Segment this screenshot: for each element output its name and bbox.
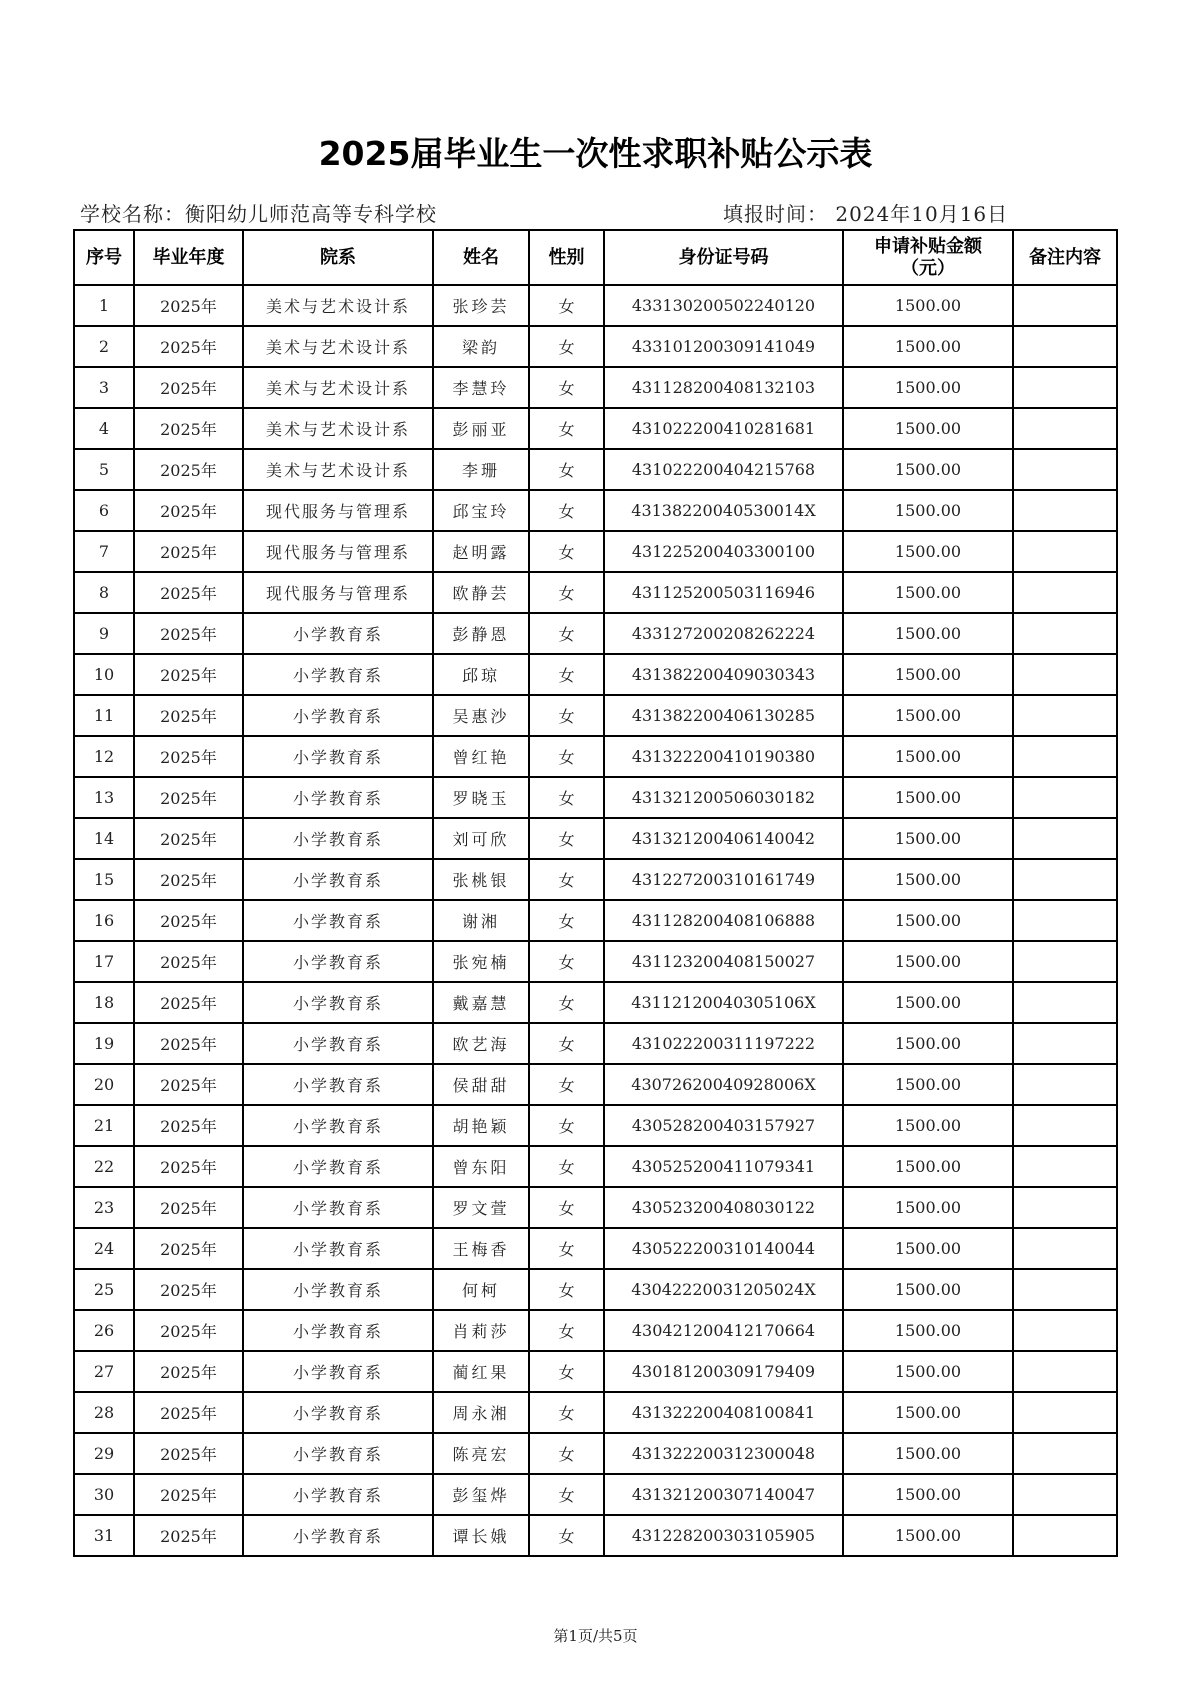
document-title: 2025届毕业生一次性求职补贴公示表 bbox=[318, 134, 873, 173]
cell-seq: 28 bbox=[74, 1392, 134, 1433]
table-row bbox=[74, 1064, 1117, 1105]
table-row bbox=[74, 818, 1117, 859]
cell-gender: 女 bbox=[529, 490, 604, 531]
cell-remark bbox=[1013, 367, 1117, 408]
cell-gender: 女 bbox=[529, 982, 604, 1023]
cell-name: 彭丽亚 bbox=[433, 408, 529, 449]
fill-time-label: 填报时间： 2024年10月16日 bbox=[723, 202, 1009, 226]
cell-id-number: 430523200408030122 bbox=[604, 1187, 843, 1228]
cell-id-number: 433127200208262224 bbox=[604, 613, 843, 654]
cell-id-number: 433101200309141049 bbox=[604, 326, 843, 367]
cell-remark bbox=[1013, 1269, 1117, 1310]
table-row bbox=[74, 1433, 1117, 1474]
cell-gender: 女 bbox=[529, 1105, 604, 1146]
cell-remark bbox=[1013, 1392, 1117, 1433]
cell-remark bbox=[1013, 859, 1117, 900]
cell-gender: 女 bbox=[529, 613, 604, 654]
cell-amount: 1500.00 bbox=[843, 490, 1013, 531]
cell-name: 周永湘 bbox=[433, 1392, 529, 1433]
cell-seq: 16 bbox=[74, 900, 134, 941]
cell-year: 2025年 bbox=[134, 326, 243, 367]
cell-remark bbox=[1013, 1433, 1117, 1474]
cell-remark bbox=[1013, 777, 1117, 818]
cell-amount: 1500.00 bbox=[843, 367, 1013, 408]
cell-year: 2025年 bbox=[134, 654, 243, 695]
table-row bbox=[74, 285, 1117, 326]
cell-gender: 女 bbox=[529, 1187, 604, 1228]
cell-year: 2025年 bbox=[134, 613, 243, 654]
cell-amount: 1500.00 bbox=[843, 1392, 1013, 1433]
cell-amount: 1500.00 bbox=[843, 941, 1013, 982]
cell-dept: 小学教育系 bbox=[243, 1105, 433, 1146]
cell-id-number: 430522200310140044 bbox=[604, 1228, 843, 1269]
cell-remark bbox=[1013, 654, 1117, 695]
cell-seq: 19 bbox=[74, 1023, 134, 1064]
table-row bbox=[74, 900, 1117, 941]
cell-year: 2025年 bbox=[134, 1433, 243, 1474]
table-row bbox=[74, 1392, 1117, 1433]
header-seq: 序号 bbox=[74, 230, 134, 285]
cell-id-number: 43072620040928006X bbox=[604, 1064, 843, 1105]
header-gender: 性别 bbox=[529, 230, 604, 285]
cell-seq: 10 bbox=[74, 654, 134, 695]
cell-gender: 女 bbox=[529, 777, 604, 818]
cell-remark bbox=[1013, 1351, 1117, 1392]
cell-dept: 小学教育系 bbox=[243, 1351, 433, 1392]
cell-year: 2025年 bbox=[134, 367, 243, 408]
table-row bbox=[74, 408, 1117, 449]
cell-dept: 现代服务与管理系 bbox=[243, 490, 433, 531]
cell-id-number: 43138220040530014X bbox=[604, 490, 843, 531]
cell-id-number: 431227200310161749 bbox=[604, 859, 843, 900]
cell-amount: 1500.00 bbox=[843, 1351, 1013, 1392]
header-year: 毕业年度 bbox=[134, 230, 243, 285]
cell-dept: 小学教育系 bbox=[243, 900, 433, 941]
cell-remark bbox=[1013, 285, 1117, 326]
cell-name: 戴嘉慧 bbox=[433, 982, 529, 1023]
cell-name: 曾东阳 bbox=[433, 1146, 529, 1187]
cell-amount: 1500.00 bbox=[843, 695, 1013, 736]
cell-remark bbox=[1013, 1515, 1117, 1556]
cell-name: 邱宝玲 bbox=[433, 490, 529, 531]
cell-dept: 美术与艺术设计系 bbox=[243, 367, 433, 408]
cell-name: 谢湘 bbox=[433, 900, 529, 941]
table-row bbox=[74, 1310, 1117, 1351]
cell-gender: 女 bbox=[529, 572, 604, 613]
cell-year: 2025年 bbox=[134, 695, 243, 736]
cell-amount: 1500.00 bbox=[843, 1310, 1013, 1351]
cell-seq: 21 bbox=[74, 1105, 134, 1146]
cell-dept: 小学教育系 bbox=[243, 941, 433, 982]
cell-amount: 1500.00 bbox=[843, 1064, 1013, 1105]
cell-seq: 3 bbox=[74, 367, 134, 408]
cell-gender: 女 bbox=[529, 941, 604, 982]
cell-year: 2025年 bbox=[134, 1105, 243, 1146]
cell-amount: 1500.00 bbox=[843, 408, 1013, 449]
cell-seq: 15 bbox=[74, 859, 134, 900]
cell-seq: 13 bbox=[74, 777, 134, 818]
cell-name: 曾红艳 bbox=[433, 736, 529, 777]
cell-gender: 女 bbox=[529, 1310, 604, 1351]
cell-dept: 美术与艺术设计系 bbox=[243, 408, 433, 449]
cell-remark bbox=[1013, 408, 1117, 449]
cell-year: 2025年 bbox=[134, 1146, 243, 1187]
cell-remark bbox=[1013, 572, 1117, 613]
cell-amount: 1500.00 bbox=[843, 1433, 1013, 1474]
cell-id-number: 431322200408100841 bbox=[604, 1392, 843, 1433]
cell-remark bbox=[1013, 1023, 1117, 1064]
cell-id-number: 43042220031205024X bbox=[604, 1269, 843, 1310]
header-id-number: 身份证号码 bbox=[604, 230, 843, 285]
page-indicator: 第1页/共5页 bbox=[553, 1627, 638, 1645]
cell-id-number: 430528200403157927 bbox=[604, 1105, 843, 1146]
cell-id-number: 431022200404215768 bbox=[604, 449, 843, 490]
cell-seq: 26 bbox=[74, 1310, 134, 1351]
cell-seq: 23 bbox=[74, 1187, 134, 1228]
table-row bbox=[74, 1515, 1117, 1556]
cell-id-number: 431382200409030343 bbox=[604, 654, 843, 695]
cell-seq: 18 bbox=[74, 982, 134, 1023]
cell-year: 2025年 bbox=[134, 982, 243, 1023]
cell-name: 吴惠沙 bbox=[433, 695, 529, 736]
cell-gender: 女 bbox=[529, 818, 604, 859]
cell-id-number: 43112120040305106X bbox=[604, 982, 843, 1023]
cell-seq: 12 bbox=[74, 736, 134, 777]
cell-remark bbox=[1013, 1474, 1117, 1515]
table-row bbox=[74, 531, 1117, 572]
cell-remark bbox=[1013, 900, 1117, 941]
cell-year: 2025年 bbox=[134, 859, 243, 900]
cell-amount: 1500.00 bbox=[843, 449, 1013, 490]
cell-gender: 女 bbox=[529, 695, 604, 736]
cell-name: 胡艳颖 bbox=[433, 1105, 529, 1146]
cell-dept: 小学教育系 bbox=[243, 1187, 433, 1228]
cell-seq: 9 bbox=[74, 613, 134, 654]
table-row bbox=[74, 1023, 1117, 1064]
cell-dept: 美术与艺术设计系 bbox=[243, 285, 433, 326]
cell-dept: 现代服务与管理系 bbox=[243, 531, 433, 572]
cell-name: 谭长娥 bbox=[433, 1515, 529, 1556]
cell-amount: 1500.00 bbox=[843, 982, 1013, 1023]
cell-amount: 1500.00 bbox=[843, 1474, 1013, 1515]
cell-amount: 1500.00 bbox=[843, 900, 1013, 941]
cell-year: 2025年 bbox=[134, 408, 243, 449]
cell-gender: 女 bbox=[529, 326, 604, 367]
cell-amount: 1500.00 bbox=[843, 736, 1013, 777]
cell-name: 李珊 bbox=[433, 449, 529, 490]
cell-year: 2025年 bbox=[134, 531, 243, 572]
cell-seq: 20 bbox=[74, 1064, 134, 1105]
cell-gender: 女 bbox=[529, 1228, 604, 1269]
cell-name: 李慧玲 bbox=[433, 367, 529, 408]
cell-id-number: 430181200309179409 bbox=[604, 1351, 843, 1392]
table-row bbox=[74, 449, 1117, 490]
cell-name: 何柯 bbox=[433, 1269, 529, 1310]
header-remark: 备注内容 bbox=[1013, 230, 1117, 285]
cell-seq: 17 bbox=[74, 941, 134, 982]
cell-gender: 女 bbox=[529, 408, 604, 449]
cell-name: 陈亮宏 bbox=[433, 1433, 529, 1474]
table-row bbox=[74, 982, 1117, 1023]
cell-remark bbox=[1013, 941, 1117, 982]
table-row bbox=[74, 1269, 1117, 1310]
cell-name: 邱琼 bbox=[433, 654, 529, 695]
cell-dept: 小学教育系 bbox=[243, 1228, 433, 1269]
table-row bbox=[74, 613, 1117, 654]
cell-name: 肖莉莎 bbox=[433, 1310, 529, 1351]
cell-seq: 11 bbox=[74, 695, 134, 736]
cell-name: 彭玺烨 bbox=[433, 1474, 529, 1515]
cell-name: 彭静恩 bbox=[433, 613, 529, 654]
cell-id-number: 431321200506030182 bbox=[604, 777, 843, 818]
cell-amount: 1500.00 bbox=[843, 654, 1013, 695]
table-row bbox=[74, 1228, 1117, 1269]
cell-amount: 1500.00 bbox=[843, 613, 1013, 654]
cell-id-number: 431321200307140047 bbox=[604, 1474, 843, 1515]
cell-name: 王梅香 bbox=[433, 1228, 529, 1269]
cell-gender: 女 bbox=[529, 1269, 604, 1310]
cell-amount: 1500.00 bbox=[843, 1146, 1013, 1187]
cell-gender: 女 bbox=[529, 1515, 604, 1556]
cell-seq: 22 bbox=[74, 1146, 134, 1187]
cell-name: 张珍芸 bbox=[433, 285, 529, 326]
cell-dept: 小学教育系 bbox=[243, 1269, 433, 1310]
table-row bbox=[74, 367, 1117, 408]
header-amount-line1: 申请补贴金额 bbox=[874, 235, 982, 257]
table-row bbox=[74, 859, 1117, 900]
cell-remark bbox=[1013, 613, 1117, 654]
cell-gender: 女 bbox=[529, 285, 604, 326]
cell-gender: 女 bbox=[529, 449, 604, 490]
cell-name: 罗文萱 bbox=[433, 1187, 529, 1228]
cell-dept: 小学教育系 bbox=[243, 613, 433, 654]
cell-amount: 1500.00 bbox=[843, 1228, 1013, 1269]
cell-remark bbox=[1013, 1146, 1117, 1187]
cell-seq: 4 bbox=[74, 408, 134, 449]
cell-dept: 小学教育系 bbox=[243, 1515, 433, 1556]
cell-remark bbox=[1013, 1064, 1117, 1105]
cell-seq: 5 bbox=[74, 449, 134, 490]
cell-remark bbox=[1013, 1310, 1117, 1351]
cell-id-number: 431022200311197222 bbox=[604, 1023, 843, 1064]
cell-year: 2025年 bbox=[134, 1064, 243, 1105]
cell-seq: 27 bbox=[74, 1351, 134, 1392]
cell-remark bbox=[1013, 531, 1117, 572]
cell-id-number: 431125200503116946 bbox=[604, 572, 843, 613]
cell-amount: 1500.00 bbox=[843, 1105, 1013, 1146]
cell-dept: 小学教育系 bbox=[243, 1023, 433, 1064]
cell-name: 刘可欣 bbox=[433, 818, 529, 859]
cell-gender: 女 bbox=[529, 1146, 604, 1187]
cell-amount: 1500.00 bbox=[843, 326, 1013, 367]
cell-remark bbox=[1013, 982, 1117, 1023]
cell-amount: 1500.00 bbox=[843, 572, 1013, 613]
cell-gender: 女 bbox=[529, 1474, 604, 1515]
cell-name: 蔺红果 bbox=[433, 1351, 529, 1392]
cell-seq: 24 bbox=[74, 1228, 134, 1269]
cell-amount: 1500.00 bbox=[843, 531, 1013, 572]
table-header-row bbox=[74, 230, 1117, 285]
cell-name: 侯甜甜 bbox=[433, 1064, 529, 1105]
cell-seq: 31 bbox=[74, 1515, 134, 1556]
header-amount bbox=[843, 230, 1013, 285]
cell-dept: 小学教育系 bbox=[243, 1310, 433, 1351]
cell-seq: 2 bbox=[74, 326, 134, 367]
cell-year: 2025年 bbox=[134, 1392, 243, 1433]
table-row bbox=[74, 1474, 1117, 1515]
cell-amount: 1500.00 bbox=[843, 285, 1013, 326]
cell-dept: 小学教育系 bbox=[243, 695, 433, 736]
cell-name: 欧静芸 bbox=[433, 572, 529, 613]
cell-year: 2025年 bbox=[134, 1310, 243, 1351]
cell-id-number: 431123200408150027 bbox=[604, 941, 843, 982]
cell-name: 赵明露 bbox=[433, 531, 529, 572]
cell-name: 张宛楠 bbox=[433, 941, 529, 982]
cell-gender: 女 bbox=[529, 1023, 604, 1064]
cell-year: 2025年 bbox=[134, 736, 243, 777]
cell-name: 罗晓玉 bbox=[433, 777, 529, 818]
cell-year: 2025年 bbox=[134, 490, 243, 531]
cell-amount: 1500.00 bbox=[843, 777, 1013, 818]
cell-gender: 女 bbox=[529, 367, 604, 408]
cell-year: 2025年 bbox=[134, 572, 243, 613]
cell-id-number: 431022200410281681 bbox=[604, 408, 843, 449]
cell-id-number: 431128200408106888 bbox=[604, 900, 843, 941]
cell-dept: 小学教育系 bbox=[243, 1433, 433, 1474]
cell-seq: 1 bbox=[74, 285, 134, 326]
cell-dept: 小学教育系 bbox=[243, 1146, 433, 1187]
cell-id-number: 431322200410190380 bbox=[604, 736, 843, 777]
table-row bbox=[74, 1351, 1117, 1392]
cell-name: 梁韵 bbox=[433, 326, 529, 367]
cell-seq: 7 bbox=[74, 531, 134, 572]
cell-gender: 女 bbox=[529, 1392, 604, 1433]
cell-year: 2025年 bbox=[134, 900, 243, 941]
table-row bbox=[74, 654, 1117, 695]
header-name: 姓名 bbox=[433, 230, 529, 285]
table-row bbox=[74, 490, 1117, 531]
cell-dept: 美术与艺术设计系 bbox=[243, 449, 433, 490]
cell-gender: 女 bbox=[529, 531, 604, 572]
cell-remark bbox=[1013, 326, 1117, 367]
cell-id-number: 431225200403300100 bbox=[604, 531, 843, 572]
table-row bbox=[74, 326, 1117, 367]
cell-id-number: 430421200412170664 bbox=[604, 1310, 843, 1351]
cell-year: 2025年 bbox=[134, 1228, 243, 1269]
cell-dept: 小学教育系 bbox=[243, 1474, 433, 1515]
table-row bbox=[74, 572, 1117, 613]
cell-seq: 30 bbox=[74, 1474, 134, 1515]
cell-dept: 小学教育系 bbox=[243, 654, 433, 695]
cell-year: 2025年 bbox=[134, 1023, 243, 1064]
table-row bbox=[74, 777, 1117, 818]
table-row bbox=[74, 695, 1117, 736]
cell-remark bbox=[1013, 1228, 1117, 1269]
table-row bbox=[74, 1187, 1117, 1228]
table-row bbox=[74, 736, 1117, 777]
cell-remark bbox=[1013, 736, 1117, 777]
cell-dept: 小学教育系 bbox=[243, 818, 433, 859]
cell-id-number: 431128200408132103 bbox=[604, 367, 843, 408]
table-row bbox=[74, 1105, 1117, 1146]
cell-seq: 8 bbox=[74, 572, 134, 613]
cell-year: 2025年 bbox=[134, 777, 243, 818]
cell-id-number: 431321200406140042 bbox=[604, 818, 843, 859]
cell-seq: 14 bbox=[74, 818, 134, 859]
header-amount-line2: （元） bbox=[901, 257, 955, 279]
cell-gender: 女 bbox=[529, 1064, 604, 1105]
cell-gender: 女 bbox=[529, 736, 604, 777]
cell-dept: 现代服务与管理系 bbox=[243, 572, 433, 613]
cell-dept: 小学教育系 bbox=[243, 859, 433, 900]
cell-year: 2025年 bbox=[134, 1187, 243, 1228]
school-name-label: 学校名称：衡阳幼儿师范高等专科学校 bbox=[80, 202, 437, 226]
subsidy-table bbox=[73, 229, 1118, 1557]
cell-remark bbox=[1013, 695, 1117, 736]
cell-dept: 小学教育系 bbox=[243, 1064, 433, 1105]
cell-year: 2025年 bbox=[134, 818, 243, 859]
cell-id-number: 430525200411079341 bbox=[604, 1146, 843, 1187]
cell-seq: 29 bbox=[74, 1433, 134, 1474]
table-row bbox=[74, 1146, 1117, 1187]
cell-seq: 6 bbox=[74, 490, 134, 531]
cell-gender: 女 bbox=[529, 859, 604, 900]
cell-dept: 美术与艺术设计系 bbox=[243, 326, 433, 367]
cell-name: 欧艺海 bbox=[433, 1023, 529, 1064]
cell-year: 2025年 bbox=[134, 449, 243, 490]
cell-amount: 1500.00 bbox=[843, 1023, 1013, 1064]
cell-id-number: 433130200502240120 bbox=[604, 285, 843, 326]
cell-id-number: 431322200312300048 bbox=[604, 1433, 843, 1474]
cell-gender: 女 bbox=[529, 900, 604, 941]
cell-seq: 25 bbox=[74, 1269, 134, 1310]
cell-amount: 1500.00 bbox=[843, 859, 1013, 900]
cell-dept: 小学教育系 bbox=[243, 982, 433, 1023]
cell-amount: 1500.00 bbox=[843, 1515, 1013, 1556]
cell-remark bbox=[1013, 449, 1117, 490]
cell-gender: 女 bbox=[529, 1433, 604, 1474]
cell-amount: 1500.00 bbox=[843, 1269, 1013, 1310]
cell-gender: 女 bbox=[529, 654, 604, 695]
cell-id-number: 431382200406130285 bbox=[604, 695, 843, 736]
table-row bbox=[74, 941, 1117, 982]
header-dept: 院系 bbox=[243, 230, 433, 285]
cell-year: 2025年 bbox=[134, 1269, 243, 1310]
cell-year: 2025年 bbox=[134, 1474, 243, 1515]
cell-gender: 女 bbox=[529, 1351, 604, 1392]
cell-remark bbox=[1013, 490, 1117, 531]
cell-year: 2025年 bbox=[134, 1515, 243, 1556]
cell-dept: 小学教育系 bbox=[243, 736, 433, 777]
cell-year: 2025年 bbox=[134, 941, 243, 982]
cell-year: 2025年 bbox=[134, 285, 243, 326]
cell-remark bbox=[1013, 1187, 1117, 1228]
cell-year: 2025年 bbox=[134, 1351, 243, 1392]
cell-id-number: 431228200303105905 bbox=[604, 1515, 843, 1556]
cell-dept: 小学教育系 bbox=[243, 777, 433, 818]
cell-amount: 1500.00 bbox=[843, 1187, 1013, 1228]
cell-amount: 1500.00 bbox=[843, 818, 1013, 859]
cell-name: 张桃银 bbox=[433, 859, 529, 900]
cell-remark bbox=[1013, 1105, 1117, 1146]
cell-dept: 小学教育系 bbox=[243, 1392, 433, 1433]
cell-remark bbox=[1013, 818, 1117, 859]
